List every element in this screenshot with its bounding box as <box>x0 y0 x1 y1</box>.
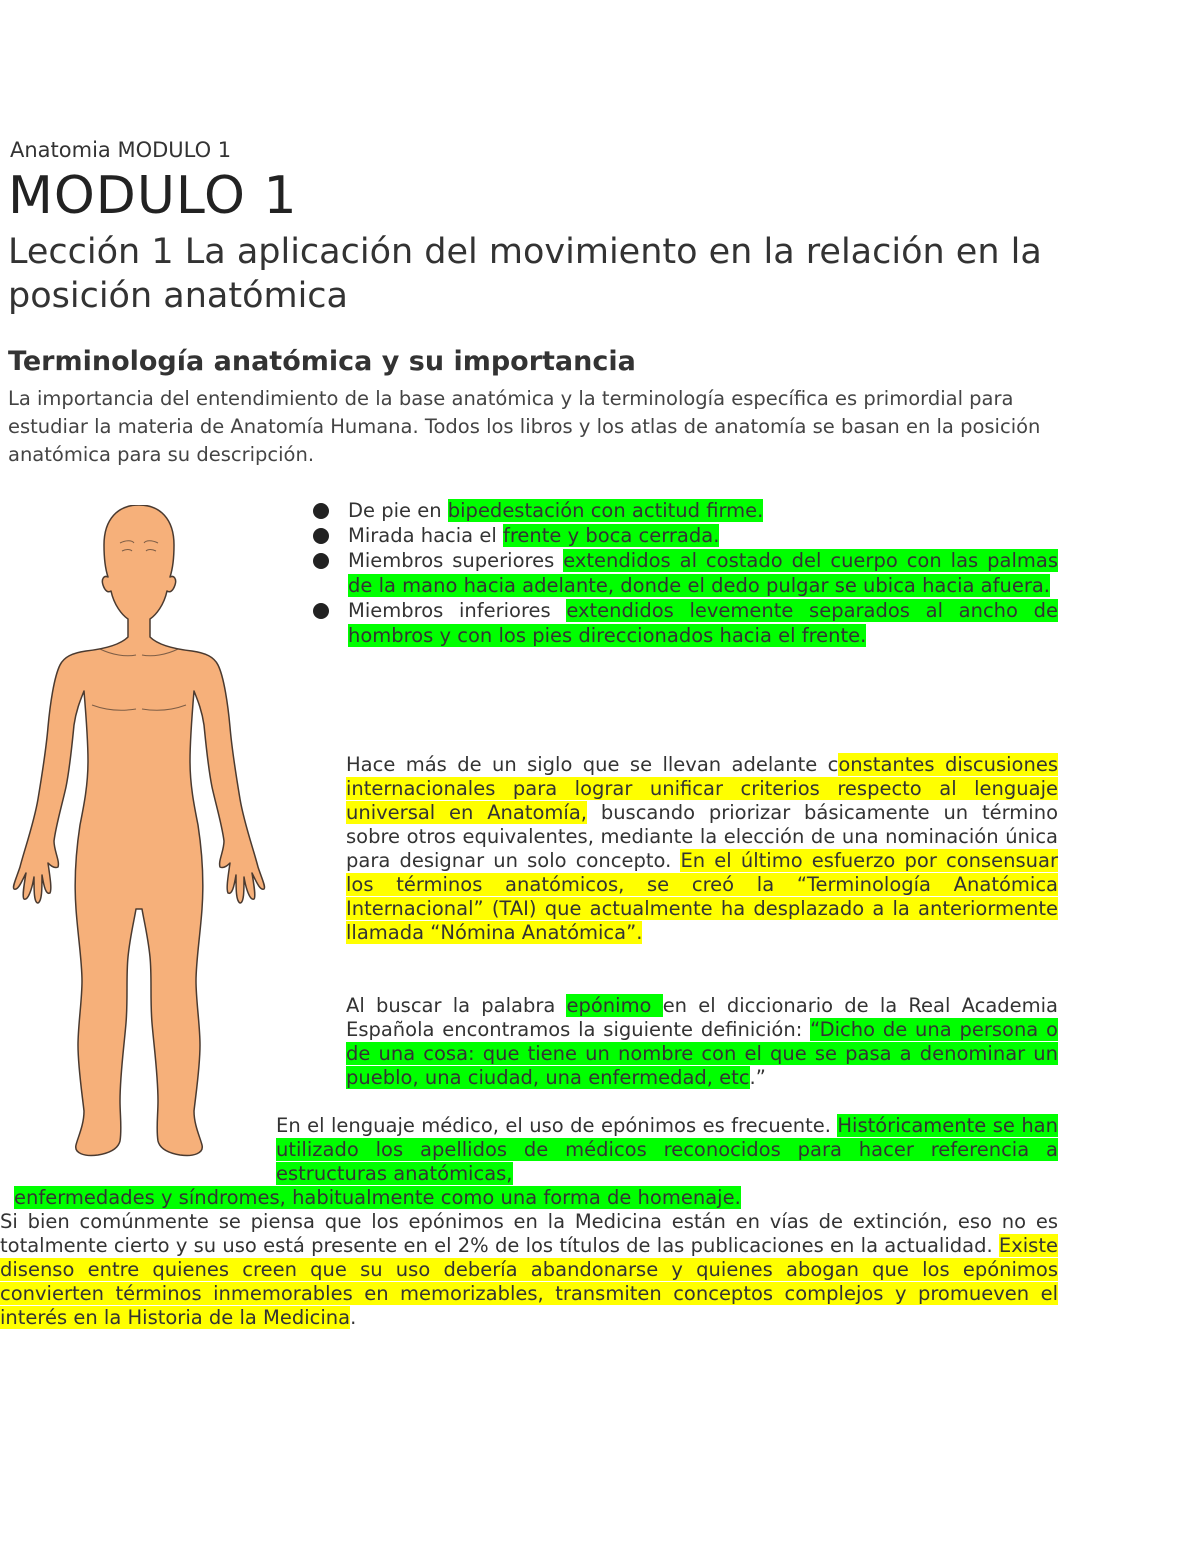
highlighted-text: “Dicho de una persona o de una cosa: que tiene un nombre con el que se pasa a denominar un pueblo, una ciudad, una enfermedad, etc <box>346 1018 1058 1089</box>
list-item <box>310 598 1058 648</box>
highlighted-text: bipedestación con actitud firme. <box>447 499 764 522</box>
bullet-text: De pie en <box>348 499 448 522</box>
course-label: Anatomia MODULO 1 <box>10 138 232 162</box>
intro-paragraph: La importancia del entendimiento de la base anatómica y la terminología específica es primordial para estudiar la materia de Anatomía Humana. Todos los libros y los atlas de anatomía se basan en la posición anatómica para su descripción. <box>8 387 1041 466</box>
highlighted-text: extendidos levemente separados al ancho de hombros y con los pies direccionados hacia el frente. <box>348 599 1058 647</box>
human-body-figure <box>8 505 270 1165</box>
bullet-icon <box>313 503 329 519</box>
bullet-icon <box>313 553 329 569</box>
list-item <box>310 548 1058 598</box>
highlighted-text: Existe disenso entre quienes creen que su uso debería abandonarse y quienes abogan que los epónimos convierten términos inmemorables en memorizables, transmiten conceptos complejos y promueven el interés en la Historia de la Medicina <box>0 1234 1058 1329</box>
highlighted-text: epónimo <box>566 994 663 1017</box>
bullet-text: Miembros inferiores <box>348 599 567 622</box>
eponym-extinction-paragraph: Si bien comúnmente se piensa que los epónimos en la Medicina están en vías de extinción, eso no es totalmente cierto y su uso está presente en el 2% de los títulos de las publicaciones en la actualidad. Existe disenso entre quienes creen que su uso debería abandonarse y quienes abogan que los epónimos convierten términos inmemorables en memorizables, transmiten conceptos complejos y promueven el interés en la Historia de la Medicina. <box>0 1210 1058 1329</box>
section-heading: Terminología anatómica y su importancia <box>8 346 636 377</box>
bullet-text: Mirada hacia el <box>348 524 503 547</box>
list-item <box>310 523 1058 548</box>
lesson-title: Lección 1 La aplicación del movimiento en la relación en la posición anatómica <box>8 232 1042 316</box>
eponym-paragraph: Al buscar la palabra epónimo en el diccionario de la Real Academia Española encontramos la siguiente definición: “Dicho de una persona o de una cosa: que tiene un nombre con el que se pasa a denominar un pueblo, una ciudad, una enfermedad, etc.” <box>346 994 1058 1089</box>
highlighted-text: frente y boca cerrada. <box>502 524 720 547</box>
list-item <box>310 498 1058 523</box>
bullet-text: Miembros superiores <box>348 549 564 572</box>
medical-eponyms-paragraph: En el lenguaje médico, el uso de epónimos es frecuente. Históricamente se han utilizado los apellidos de médicos reconocidos para hacer referencia a estructuras anatómicas, <box>276 1114 1058 1185</box>
highlighted-text: enfermedades y síndromes, habitualmente como una forma de homenaje. <box>14 1186 741 1209</box>
module-title: MODULO 1 <box>8 166 298 226</box>
highlighted-text: onstantes discusiones internacionales para lograr unificar criterios respecto al lenguaje universal en Anatomía, <box>346 753 1058 824</box>
bullet-icon <box>313 603 329 619</box>
terminology-paragraph: Hace más de un siglo que se llevan adelante constantes discusiones internacionales para lograr unificar criterios respecto al lenguaje universal en Anatomía, buscando priorizar básicamente un término sobre otros equivalentes, mediante la elección de una nominación única para designar un solo concepto. En el último esfuerzo por consensuar los términos anatómicos, se creó la “Terminología Anatómica Internacional” (TAI) que actualmente ha desplazado a la anteriormente llamada “Nómina Anatómica”. <box>346 753 1059 944</box>
highlighted-text: Históricamente se han utilizado los apellidos de médicos reconocidos para hacer referencia a estructuras anatómicas, <box>276 1114 1058 1185</box>
bullet-icon <box>313 528 329 544</box>
anatomical-position-list <box>310 498 1070 648</box>
highlighted-text: En el último esfuerzo por consensuar los términos anatómicos, se creó la “Terminología Anatómica Internacional” (TAI) que actualmente ha desplazado a la anteriormente llamada “Nómina Anatómica”. <box>346 849 1059 944</box>
highlighted-text: extendidos al costado del cuerpo con las palmas de la mano hacia adelante, donde el dedo pulgar se ubica hacia afuera. <box>348 549 1058 597</box>
human-body-icon <box>8 505 270 1165</box>
medical-eponyms-paragraph-end <box>14 1186 741 1210</box>
